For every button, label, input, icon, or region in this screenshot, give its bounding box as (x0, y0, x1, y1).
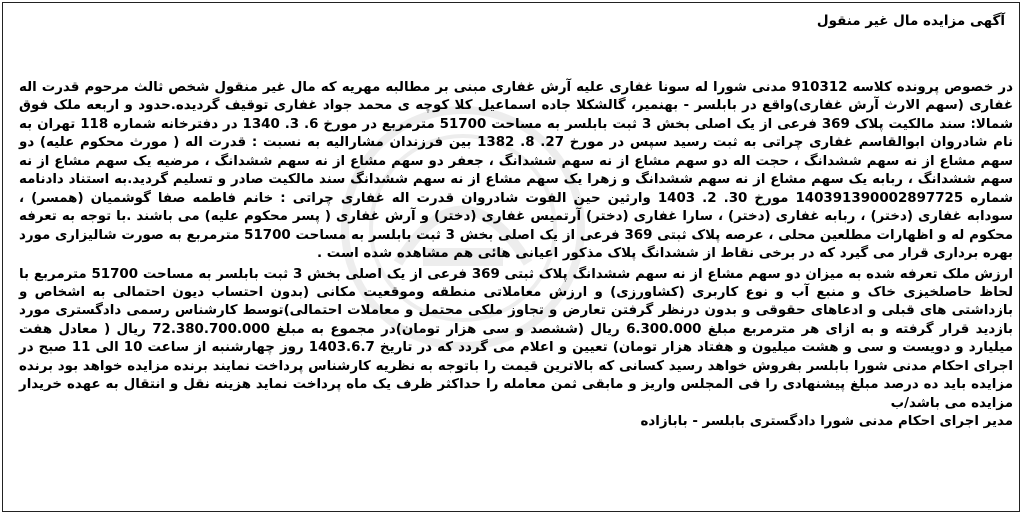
notice-frame (2, 2, 1020, 512)
notice-paragraph-valuation-and-auction: ارزش ملک تعرفه شده به میزان دو سهم مشاع از نه سهم ششدانگ پلاک ثبتی 369 فرعی از یک اصلی بخش 3 ثبت بابلسر به مساحت 51700 مترمربع با لحاظ حاصلخیزی خاک و منبع آب و نوع کاربری (کشاورزی) و ارزش معاملاتی منطقه وموقعیت مکانی (بدون احتساب دیون احتمالی به اشخاص و بازداشتی های قبلی و ادعاهای حقوقی و بدون درنظر گرفتن تعارض و تجاوز ملکی محتمل و معاملات احتمالی)توسط کارشناس رسمی دادگستری مورد بازدید قرار گرفته و به ازای هر مترمربع مبلغ 6.300.000 ریال (ششصد و سی هزار تومان)در مجموع به مبلغ 72.380.700.000 ریال ( معادل هفت میلیارد و دویست و سی و هشت میلیون و هفتاد هزار تومان) تعیین و اعلام می گردد که در تاریخ 1403.6.7 روز چهارشنبه از ساعت 10 الی 11 صبح در اجرای احکام مدنی شورا بابلسر بفروش خواهد رسید کسانی که بالاترین قیمت را باتوجه به نظریه کارشناس پرداخت نمایند برنده مزایده خواهد بود برنده مزایده باید ده درصد مبلغ پیشنهادی را فی المجلس واریز و مابقی ثمن معامله را حداکثر ظرف یک ماه پرداخت نماید هزینه نقل و انتقال به عهده خریدار مزایده می باشد/ب (19, 266, 1014, 411)
notice-signature: مدیر اجرای احکام مدنی شورا دادگستری بابلسر - بابازاده (640, 414, 1013, 430)
notice-paragraph-property-description: در خصوص پرونده کلاسه 910312 مدنی شورا له سونا غفاری علیه آرش غفاری مبنی بر مطالبه مهریه که مال غیر منقول شخص ثالث مرحوم قدرت اله غفاری (سهم الارث آرش غفاری)واقع در بابلسر - بهنمیر، گالشکلا جاده اسماعیل کلا کوچه ی محمد جواد غفاری توقیف گردیده.حدود و اربعه ملک فوق شمالا: سند مالکیت پلاک 369 فرعی از یک اصلی بخش 3 ثبت بابلسر به مساحت 51700 مترمربع در مورخ 6. 3. 1340 در دفترخانه شماره 118 تهران به نام شادروان ابوالقاسم غفاری چراتی به ثبت رسید سپس در مورخ 27. 8. 1382 بین فرزندان مشارالیه به نسبت : قدرت اله ( مورث محکوم علیه) دو سهم مشاع از نه سهم ششدانگ ، حجت اله دو سهم مشاع از نه سهم ششدانگ ، جعفر دو سهم مشاع از نه سهم ششدانگ ، مرضیه یک سهم مشاع از نه سهم ششدانگ ، ربابه یک سهم مشاع از نه سهم ششدانگ و زهرا یک سهم مشاع از نه سهم ششدانگ سند مالکیت صادر و تسلیم گردید.به استناد دادنامه شماره 140391390002897725 مورخ 30. 2. 1403 وارثین حین الفوت شادروان قدرت اله غفاری چراتی : خانم فاطمه صفا گوشمیان (همسر) ، سودابه غفاری (دختر) ، ربابه غفاری (دختر) ، سارا غفاری (دختر) آرتمیس غفاری (دختر) و آرش غفاری ( پسر محکوم علیه) می باشند .با توجه به تعرفه محکوم له و اظهارات مطلعین محلی ، عرصه پلاک ثبتی 369 فرعی از یک اصلی بخش 3 ثبت بابلسر به مساحت 51700 مترمربع به صورت شالیزاری مورد بهره برداری قرار می گیرد که در برخی نقاط از ششدانگ پلاک مذکور اعیانی هائی هم مشاهده شده است . (19, 80, 1014, 262)
notice-title: آگهی مزایده مال غیر منقول (816, 13, 1005, 29)
notice-body (19, 79, 1013, 432)
